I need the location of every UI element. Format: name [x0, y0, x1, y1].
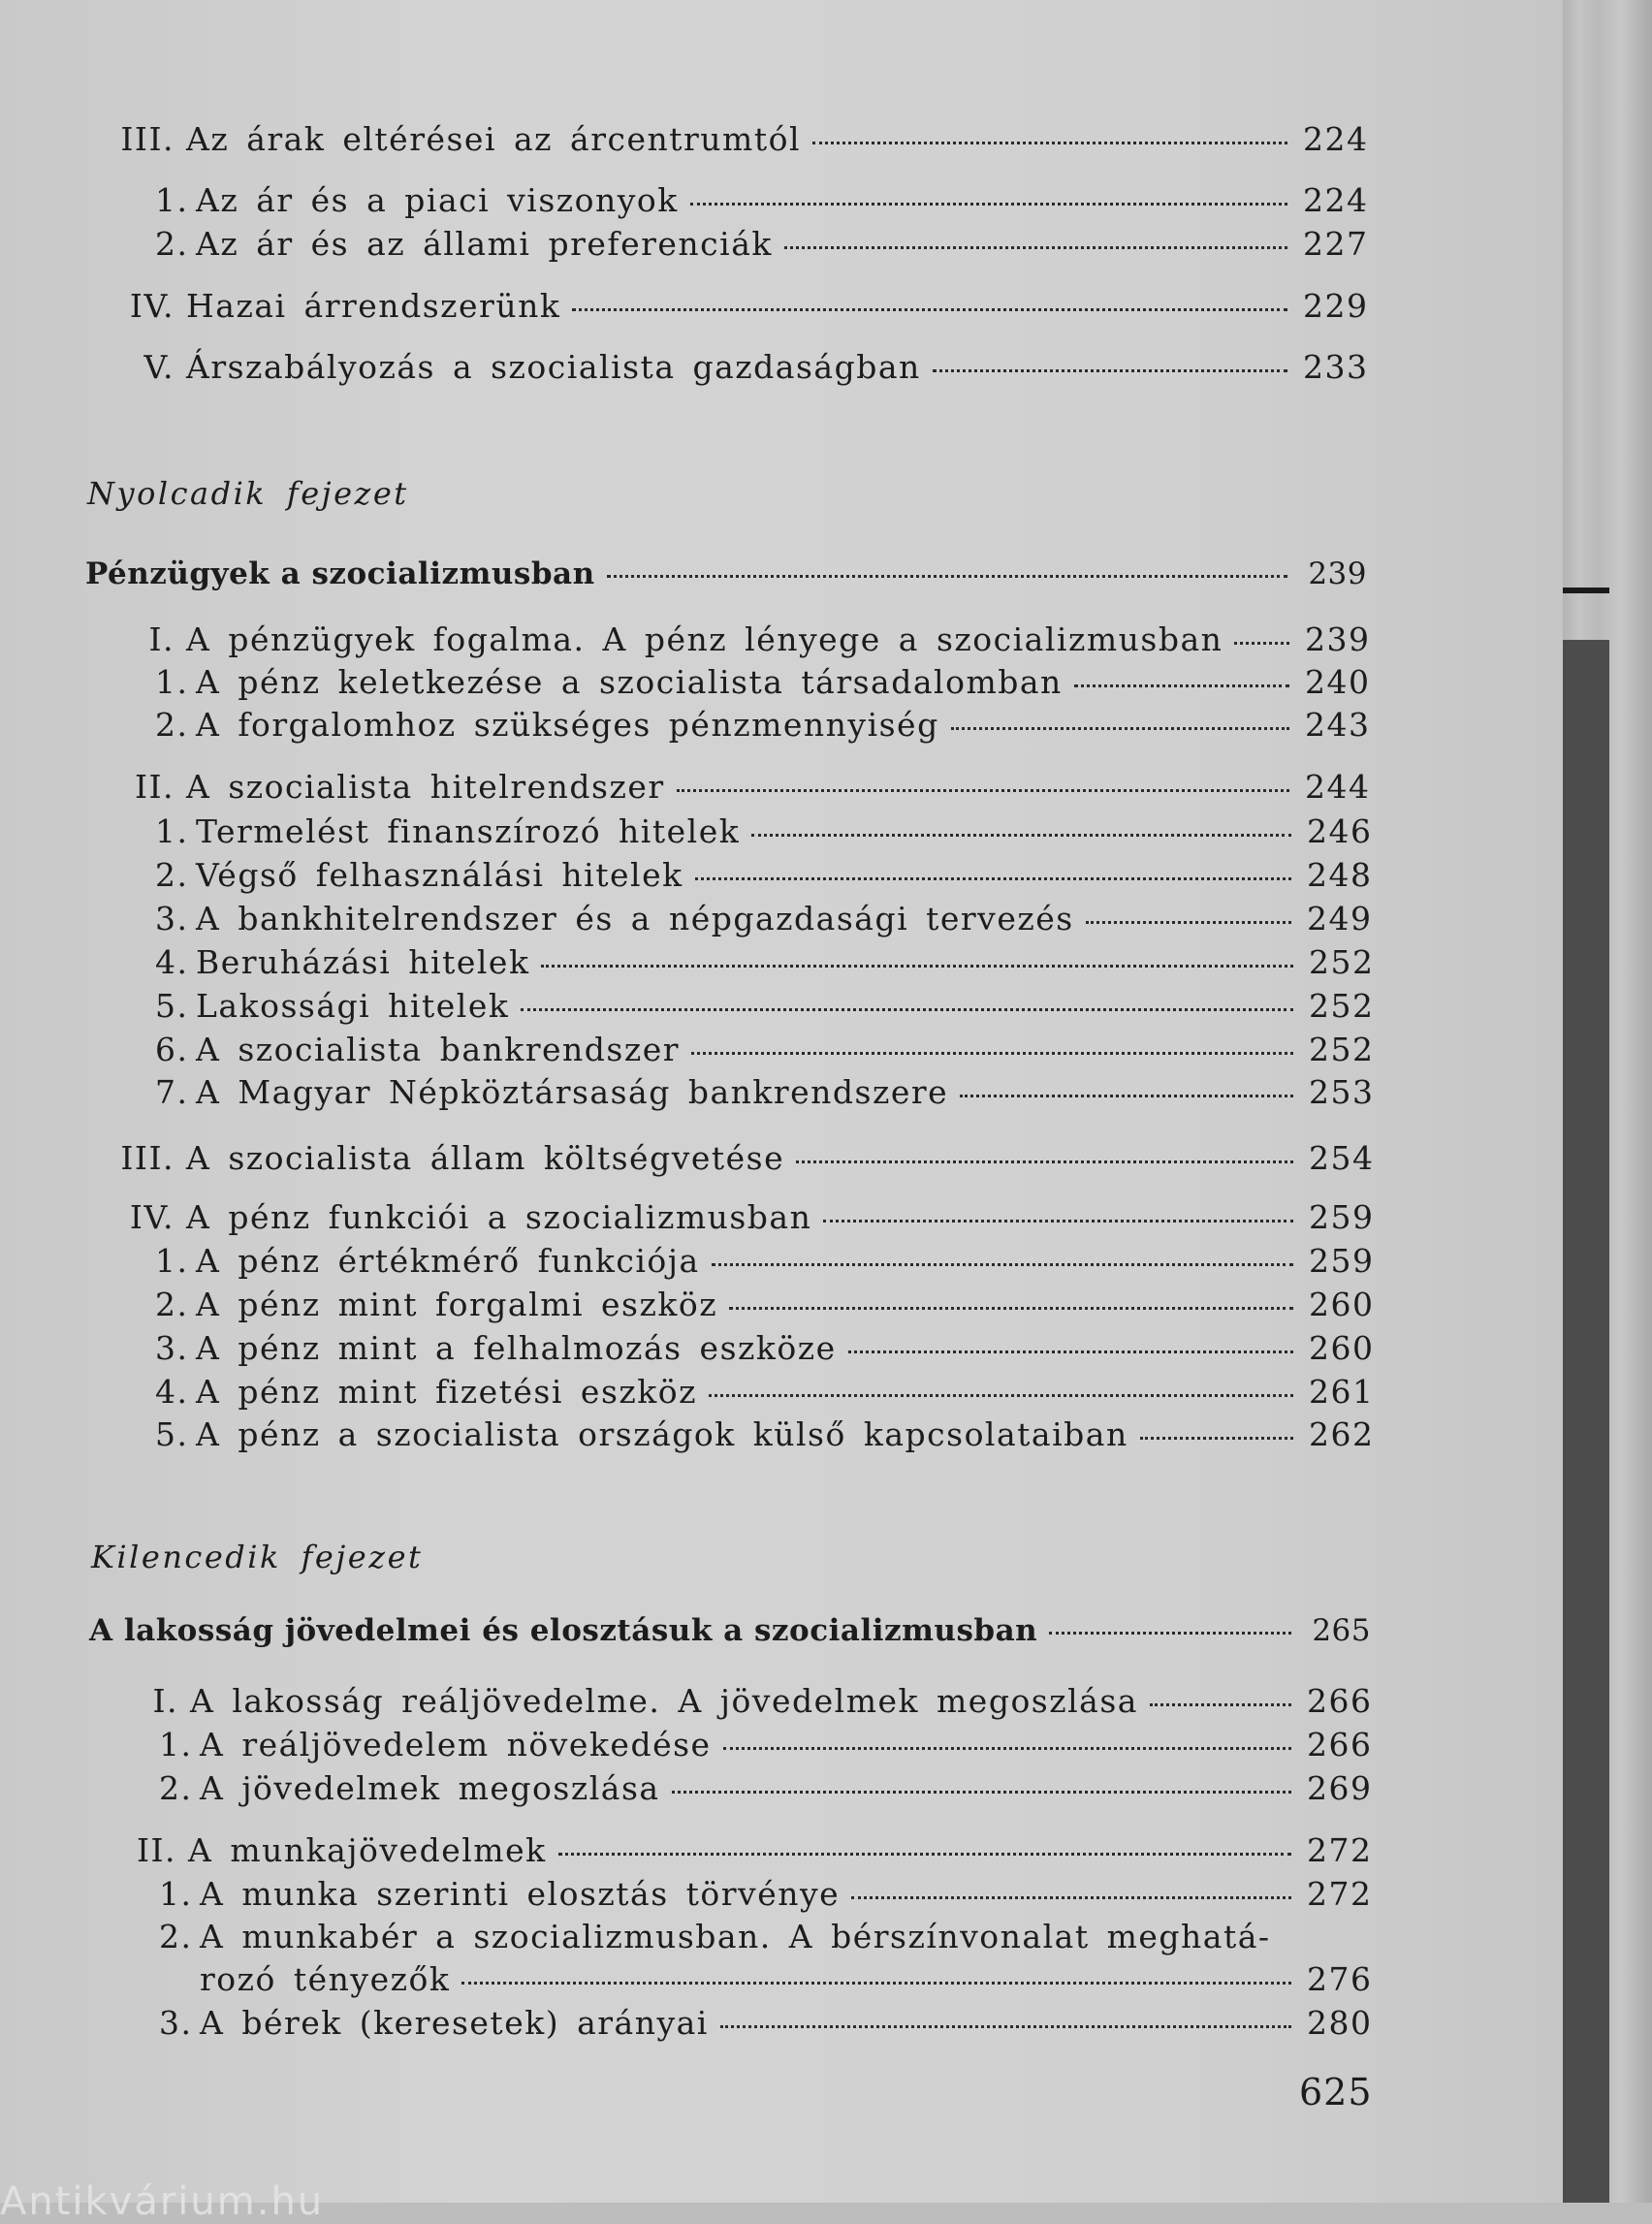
entry-number: II. — [136, 1831, 176, 1869]
toc-entry — [159, 1769, 1371, 1808]
page-number: 625 — [1299, 2071, 1373, 2113]
dot-leader — [672, 1791, 1291, 1794]
entry-title: A munkajövedelmek — [188, 1831, 547, 1869]
entry-page: 269 — [1307, 1769, 1373, 1807]
dot-leader — [1049, 1632, 1291, 1635]
dot-leader — [712, 1263, 1293, 1266]
toc-entry — [126, 620, 1369, 659]
dot-leader — [541, 965, 1293, 968]
chapter-title — [89, 1613, 1371, 1654]
entry-number: 1. — [155, 181, 189, 219]
toc-entry — [109, 1831, 1371, 1870]
entry-page: 266 — [1307, 1682, 1373, 1720]
toc-entry — [107, 287, 1367, 326]
entry-title: Végső felhasználási hitelek — [196, 856, 683, 894]
entry-page: 252 — [1309, 1031, 1375, 1068]
entry-number: 4. — [155, 1373, 189, 1411]
toc-entry — [159, 1726, 1371, 1764]
dot-leader — [709, 1394, 1293, 1397]
entry-page: 243 — [1305, 706, 1371, 744]
toc-entry — [130, 1682, 1371, 1721]
entry-title: Az ár és az állami preferenciák — [196, 225, 773, 263]
entry-title: A pénz mint a felhalmozás eszköze — [196, 1329, 837, 1367]
entry-page: 252 — [1309, 987, 1375, 1025]
dot-leader — [751, 834, 1291, 837]
entry-number: II. — [134, 768, 175, 806]
entry-title: Beruházási hitelek — [196, 943, 530, 981]
entry-title: A pénz funkciói a szocializmusban — [186, 1198, 812, 1236]
entry-page: 233 — [1303, 348, 1369, 386]
entry-page: 272 — [1307, 1875, 1373, 1913]
toc-entry — [155, 181, 1367, 220]
dot-leader — [691, 1052, 1293, 1055]
toc-entry — [107, 120, 1367, 159]
entry-title: A lakosság reáljövedelme. A jövedelmek megoszlása — [190, 1682, 1138, 1720]
dot-leader — [851, 1896, 1291, 1899]
entry-page: 244 — [1305, 768, 1371, 806]
dot-leader — [607, 575, 1287, 578]
entry-title: Lakossági hitelek — [196, 987, 510, 1025]
entry-number: 5. — [155, 987, 189, 1025]
entry-number: 7. — [155, 1073, 189, 1111]
entry-number: 4. — [155, 943, 189, 981]
entry-number: 3. — [159, 2004, 193, 2042]
toc-entry — [155, 943, 1373, 982]
spine-band — [1563, 588, 1609, 593]
entry-title: A bankhitelrendszer és a népgazdasági tervezés — [196, 900, 1074, 937]
entry-number: 3. — [155, 900, 189, 937]
entry-title: A munkabér a szocializmusban. A bérszínvonalat meghatá- — [200, 1918, 1271, 1955]
dot-leader — [690, 203, 1287, 206]
entry-page: 229 — [1303, 287, 1369, 325]
entry-page: 224 — [1303, 120, 1369, 158]
entry-page: 272 — [1307, 1831, 1373, 1869]
entry-number: 2. — [155, 856, 189, 894]
dot-leader — [823, 1220, 1293, 1223]
entry-page: 248 — [1307, 856, 1373, 894]
chapter-page: 265 — [1312, 1613, 1371, 1648]
toc-entry — [107, 1198, 1373, 1237]
entry-title: Árszabályozás a szocialista gazdaságban — [186, 348, 921, 386]
chapter-title — [85, 556, 1367, 597]
entry-title: A pénz értékmérő funkciója — [196, 1242, 700, 1280]
chapter-label: Kilencedik fejezet — [91, 1539, 424, 1575]
entry-page: 276 — [1307, 1960, 1373, 1998]
entry-number: 1. — [159, 1875, 193, 1913]
dot-leader — [960, 1095, 1293, 1097]
entry-number: III. — [120, 120, 175, 158]
dot-leader — [951, 727, 1289, 730]
entry-page: 266 — [1307, 1726, 1373, 1763]
chapter-title-text: Pénzügyek a szocializmusban — [85, 556, 595, 591]
dot-leader — [1086, 921, 1291, 924]
dot-leader — [521, 1008, 1293, 1011]
entry-number: 1. — [155, 1242, 189, 1280]
entry-number: 5. — [155, 1415, 189, 1453]
entry-title: Az ár és a piaci viszonyok — [196, 181, 679, 219]
toc-entry — [155, 856, 1371, 895]
dot-leader — [933, 369, 1287, 372]
toc-entry — [155, 987, 1373, 1026]
toc-entry — [155, 1242, 1373, 1281]
entry-number: 2. — [155, 706, 189, 744]
dot-leader — [677, 789, 1289, 792]
watermark: Antikvárium.hu — [0, 2179, 325, 2224]
dot-leader — [1074, 684, 1289, 687]
dot-leader — [723, 1747, 1291, 1750]
toc-entry — [155, 1329, 1373, 1368]
entry-page: 280 — [1307, 2004, 1373, 2042]
toc-entry — [155, 1286, 1373, 1324]
dot-leader — [695, 877, 1291, 880]
toc-entry — [107, 768, 1369, 807]
chapter-label: Nyolcadik fejezet — [87, 475, 409, 512]
entry-page: 259 — [1309, 1242, 1375, 1280]
entry-page: 254 — [1309, 1139, 1375, 1177]
entry-title: A szocialista bankrendszer — [196, 1031, 681, 1068]
dot-leader — [729, 1307, 1293, 1310]
chapter-title-text: A lakosság jövedelmei és elosztásuk a szocializmusban — [89, 1613, 1038, 1648]
entry-page: 259 — [1309, 1198, 1375, 1236]
dot-leader — [720, 2025, 1291, 2028]
entry-page: 239 — [1305, 620, 1371, 658]
entry-number: 1. — [159, 1726, 193, 1763]
dot-leader — [796, 1160, 1293, 1163]
entry-page: 252 — [1309, 943, 1375, 981]
entry-title: A Magyar Népköztársaság bankrendszere — [196, 1073, 949, 1111]
entry-number: 3. — [155, 1329, 189, 1367]
entry-number: 2. — [155, 225, 189, 263]
dot-leader — [558, 1853, 1291, 1856]
entry-title: A pénz mint forgalmi eszköz — [196, 1286, 718, 1323]
entry-number: III. — [120, 1139, 175, 1177]
entry-title: A jövedelmek megoszlása — [200, 1769, 660, 1807]
toc-entry — [155, 900, 1371, 938]
dot-leader — [1150, 1703, 1291, 1706]
dot-leader — [784, 246, 1287, 249]
entry-page: 260 — [1309, 1286, 1375, 1323]
toc-entry — [155, 1031, 1373, 1069]
entry-title: Az árak eltérései az árcentrumtól — [186, 120, 802, 158]
entry-number: 2. — [155, 1286, 189, 1323]
chapter-page: 239 — [1308, 556, 1367, 591]
toc-entry — [155, 1073, 1373, 1112]
dot-leader — [812, 142, 1287, 144]
entry-title: rozó tényezők — [200, 1960, 451, 1998]
toc-entry — [155, 812, 1371, 851]
toc-entry — [155, 706, 1369, 745]
entry-title: A reáljövedelem növekedése — [200, 1726, 712, 1763]
entry-title: A pénz a szocialista országok külső kapcsolataiban — [196, 1415, 1128, 1453]
entry-number: 2. — [159, 1918, 193, 1955]
entry-number: I. — [148, 620, 175, 658]
entry-number: V. — [143, 348, 175, 386]
entry-title: A szocialista állam költségvetése — [186, 1139, 785, 1177]
entry-title: A forgalomhoz szükséges pénzmennyiség — [196, 706, 939, 744]
entry-number: 6. — [155, 1031, 189, 1068]
entry-title: A pénz keletkezése a szocialista társadalomban — [196, 663, 1063, 701]
entry-page: 261 — [1309, 1373, 1375, 1411]
dot-leader — [461, 1982, 1291, 1985]
entry-title: A szocialista hitelrendszer — [186, 768, 665, 806]
toc-entry — [155, 663, 1369, 702]
entry-page: 260 — [1309, 1329, 1375, 1367]
toc-entry — [155, 1373, 1373, 1412]
entry-page: 249 — [1307, 900, 1373, 937]
dot-leader — [572, 308, 1287, 311]
entry-number: IV. — [129, 1198, 175, 1236]
toc-entry — [155, 1415, 1373, 1454]
entry-page: 253 — [1309, 1073, 1375, 1111]
entry-title: Hazai árrendszerünk — [186, 287, 561, 325]
entry-title: A pénzügyek fogalma. A pénz lényege a szocializmusban — [186, 620, 1223, 658]
toc-entry — [159, 2004, 1371, 2043]
entry-title: A pénz mint fizetési eszköz — [196, 1373, 698, 1411]
dot-leader — [848, 1350, 1293, 1353]
entry-page: 246 — [1307, 812, 1373, 850]
entry-number: I. — [152, 1682, 178, 1720]
toc-entry — [107, 1139, 1373, 1178]
toc-entry-continuation — [200, 1960, 1371, 1999]
toc-entry — [159, 1875, 1371, 1914]
spine-cover-edge — [1563, 640, 1609, 2203]
entry-title: A munka szerinti elosztás törvénye — [200, 1875, 841, 1913]
entry-page: 224 — [1303, 181, 1369, 219]
dot-leader — [1140, 1437, 1293, 1440]
entry-number: 1. — [155, 663, 189, 701]
entry-page: 262 — [1309, 1415, 1375, 1453]
entry-number: 2. — [159, 1769, 193, 1807]
entry-title: A bérek (keresetek) arányai — [200, 2004, 709, 2042]
toc-entry — [159, 1918, 1371, 1956]
entry-number: IV. — [129, 287, 175, 325]
dot-leader — [1234, 642, 1289, 645]
entry-page: 240 — [1305, 663, 1371, 701]
toc-entry — [107, 348, 1367, 387]
toc-entry — [155, 225, 1367, 264]
entry-page: 227 — [1303, 225, 1369, 263]
entry-title: Termelést finanszírozó hitelek — [196, 812, 741, 850]
entry-number: 1. — [155, 812, 189, 850]
